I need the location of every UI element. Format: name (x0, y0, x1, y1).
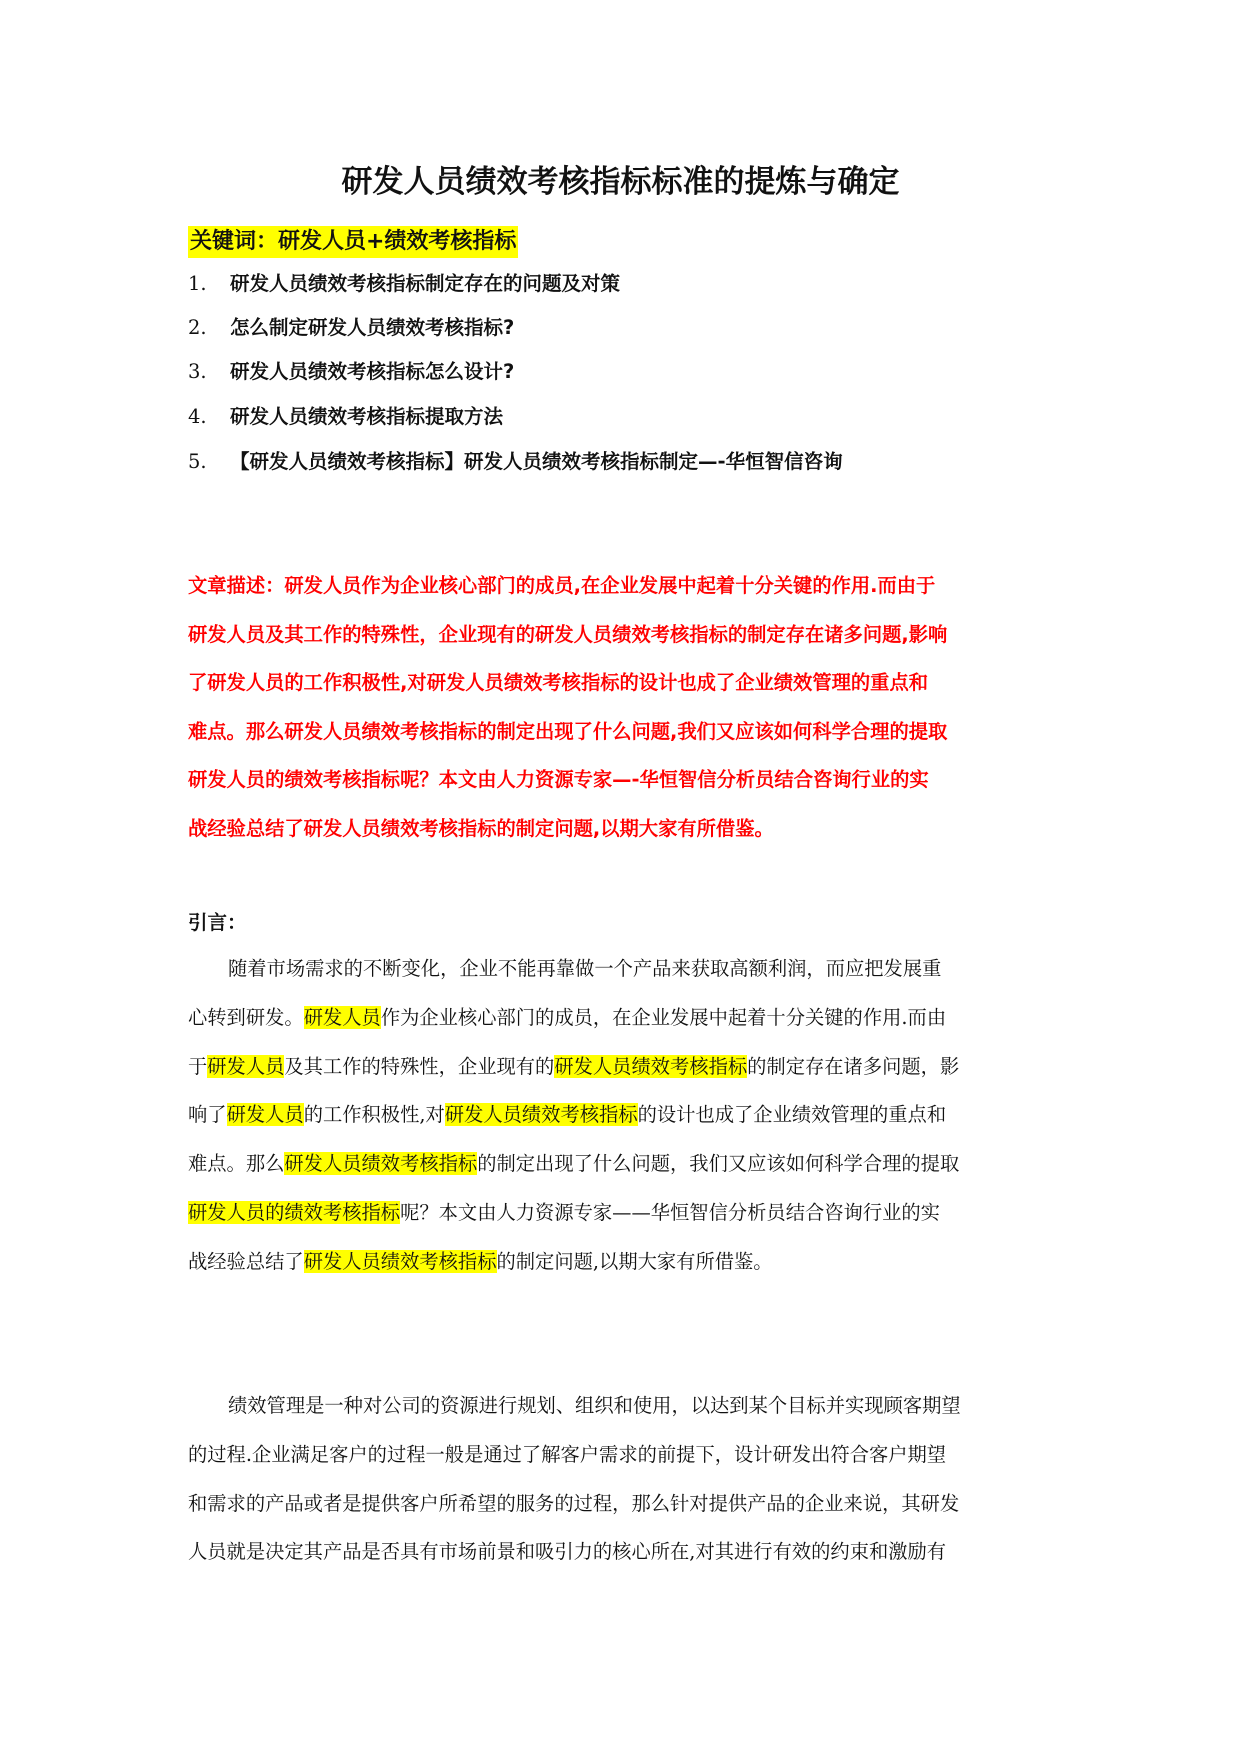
paragraph-line (188, 1189, 1061, 1238)
paragraph-line (188, 1382, 1061, 1431)
toc-item-text: 【研发人员绩效考核指标】研发人员绩效考核指标制定—-华恒智信咨询 (230, 450, 843, 473)
text-run: 及其工作的特殊性，企业现有的 (284, 1054, 555, 1078)
toc-item (188, 403, 503, 431)
paragraph-line: 人员就是决定其产品是否具有市场前景和吸引力的核心所在,对其进行有效的约束和激励有 (188, 1540, 947, 1564)
text-run: 的设计也成了企业绩效管理的重点和 (637, 1103, 947, 1127)
body-paragraph (188, 1382, 1061, 1577)
paragraph-line (188, 1238, 1061, 1287)
highlighted-term: 研发人员绩效考核指标 (303, 1249, 497, 1273)
description-line: 研发人员的绩效考核指标呢？本文由人力资源专家—-华恒智信分析员结合咨询行业的实 (188, 768, 929, 792)
toc-item (188, 358, 514, 386)
highlighted-term: 研发人员 (303, 1005, 381, 1029)
text-run: 的制定问题,以期大家有所借鉴。 (496, 1249, 773, 1273)
text-run: 的制定出现了什么问题，我们又应该如何科学合理的提取 (477, 1152, 960, 1176)
paragraph-line (188, 1043, 1061, 1092)
toc-item-text: 怎么制定研发人员绩效考核指标? (230, 316, 515, 339)
description-line: 文章描述：研发人员作为企业核心部门的成员,在企业发展中起着十分关键的作用.而由于 (188, 574, 936, 597)
highlighted-term: 研发人员 (226, 1103, 304, 1127)
highlighted-term: 研发人员的绩效考核指标 (188, 1200, 401, 1224)
toc-item-text: 研发人员绩效考核指标提取方法 (230, 405, 504, 428)
highlighted-term: 研发人员绩效考核指标 (554, 1054, 748, 1078)
text-run: 绩效管理是一种对公司的资源进行规划、组织和使用，以达到某个目标并实现顾客期望 (228, 1394, 961, 1417)
description-line: 战经验总结了研发人员绩效考核指标的制定问题,以期大家有所借鉴。 (188, 816, 774, 840)
text-run: 的工作积极性,对 (303, 1103, 445, 1127)
keywords-line: 关键词：研发人员+绩效考核指标 (188, 226, 518, 258)
toc-item (188, 448, 843, 476)
description-line: 了研发人员的工作积极性,对研发人员绩效考核指标的设计也成了企业绩效管理的重点和 (188, 671, 929, 695)
toc-item-number: 2. (188, 316, 207, 339)
paragraph-line: 的过程.企业满足客户的过程一般是通过了解客户需求的前提下，设计研发出符合客户期望 (188, 1442, 947, 1466)
paragraph-line (188, 945, 1061, 994)
description-line: 难点。那么研发人员绩效考核指标的制定出现了什么问题,我们又应该如何科学合理的提取 (188, 719, 948, 743)
paragraph-line (188, 994, 1061, 1043)
text-run: 心转到研发。 (188, 1005, 304, 1029)
toc-item-text: 研发人员绩效考核指标制定存在的问题及对策 (230, 272, 621, 295)
toc-item-number: 3. (188, 360, 207, 383)
document-title: 研发人员绩效考核指标标准的提炼与确定 (341, 164, 900, 200)
text-run: 于 (188, 1054, 208, 1078)
toc-item (188, 314, 514, 342)
highlighted-term: 研发人员绩效考核指标 (284, 1152, 478, 1176)
toc-item-number: 1. (188, 272, 207, 295)
paragraph-line (188, 1091, 1061, 1140)
intro-paragraph (188, 945, 1061, 1287)
paragraph-line (188, 1140, 1061, 1189)
text-run: 战经验总结了 (188, 1249, 304, 1273)
text-run: 响了 (188, 1103, 227, 1127)
toc-item-number: 5. (188, 450, 207, 473)
text-run: 的制定存在诸多问题，影 (747, 1054, 960, 1078)
intro-heading: 引言： (188, 911, 247, 934)
text-run: 难点。那么 (188, 1152, 285, 1176)
highlighted-term: 研发人员绩效考核指标 (444, 1103, 638, 1127)
toc-item (188, 270, 620, 298)
article-description (188, 562, 1063, 854)
text-run: 呢？本文由人力资源专家——华恒智信分析员结合咨询行业的实 (400, 1200, 940, 1224)
paragraph-line: 和需求的产品或者是提供客户所希望的服务的过程，那么针对提供产品的企业来说，其研发 (188, 1491, 960, 1515)
toc-item-text: 研发人员绩效考核指标怎么设计? (230, 360, 515, 383)
highlighted-term: 研发人员 (207, 1054, 285, 1078)
description-line: 研发人员及其工作的特殊性，企业现有的研发人员绩效考核指标的制定存在诸多问题,影响 (188, 622, 948, 646)
toc-item-number: 4. (188, 405, 207, 428)
text-run: 作为企业核心部门的成员，在企业发展中起着十分关键的作用.而由 (380, 1005, 947, 1029)
text-run: 随着市场需求的不断变化，企业不能再靠做一个产品来获取高额利润，而应把发展重 (228, 957, 942, 980)
